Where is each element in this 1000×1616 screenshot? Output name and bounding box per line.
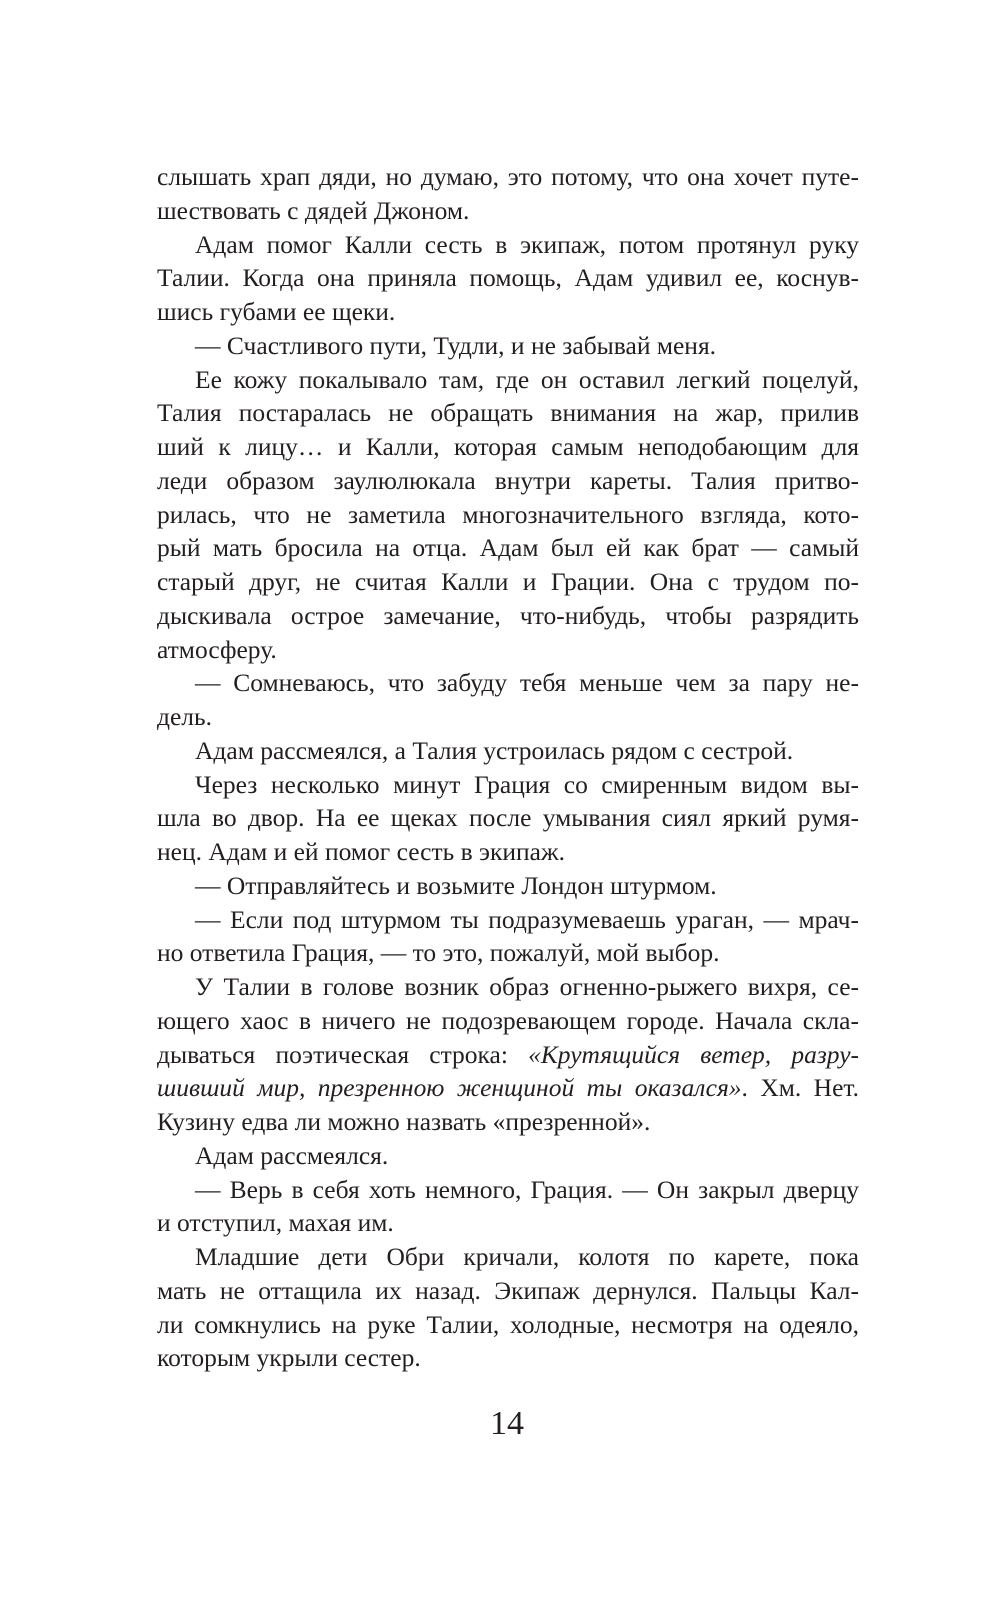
text-span: — Отправляйтесь и возьмите Лондон штурмом. <box>195 870 717 900</box>
text-span: дель. <box>157 702 213 731</box>
text-line <box>157 160 859 194</box>
body-text <box>157 160 859 1375</box>
text-span: — Верь в себя хоть немного, Грация. — Он закрыл дверцу <box>195 1174 859 1204</box>
text-line <box>157 295 859 329</box>
text-span: Талии. Когда она приняла помощь, Адам удивил ее, коснув- <box>157 263 859 293</box>
italic-quote: «Крутящийся ветер, разру- <box>528 1039 859 1069</box>
text-span: но ответила Грация, — то это, пожалуй, мой выбор. <box>157 938 720 968</box>
text-line <box>157 1105 859 1139</box>
text-span: рый мать бросила на отца. Адам был ей как брат — самый <box>157 533 859 563</box>
text-line <box>157 1038 859 1072</box>
text-span: дываться поэтическая строка: <box>157 1039 529 1069</box>
text-span: ющего хаос в ничего не подозревающем городе. Начала скла- <box>157 1005 859 1035</box>
text-span: . Хм. Нет. <box>741 1073 859 1103</box>
text-line <box>157 903 859 937</box>
text-span: шись губами ее щеки. <box>157 297 396 326</box>
text-span: рилась, что не заметила многозначительного взгляда, кото- <box>157 499 859 529</box>
text-line <box>157 396 859 430</box>
text-line <box>157 1071 859 1105</box>
text-line <box>157 498 859 532</box>
page-number: 14 <box>490 1405 524 1442</box>
text-span: — Если под штурмом ты подразумеваешь ураган, — мрач- <box>195 904 859 934</box>
text-span: которым укрыли сестер. <box>157 1343 421 1373</box>
text-line <box>157 1139 859 1173</box>
text-line <box>157 700 859 734</box>
text-line <box>157 329 859 363</box>
text-span: — Счастливого пути, Тудли, и не забывай меня. <box>195 330 717 360</box>
text-line <box>157 633 859 667</box>
text-line <box>157 363 859 397</box>
text-line <box>157 970 859 1004</box>
text-line <box>157 835 859 869</box>
text-span: ли сомкнулись на руке Талии, холодные, несмотря на одеяло, <box>157 1309 859 1339</box>
text-line <box>157 599 859 633</box>
text-span: шла во двор. На ее щеках после умывания сиял яркий румя- <box>157 803 859 833</box>
text-span: нец. Адам и ей помог сесть в экипаж. <box>157 837 565 866</box>
text-line <box>157 430 859 464</box>
text-span: атмосферу. <box>157 634 277 664</box>
italic-quote: шивший мир, презренною женщиной ты оказался» <box>157 1073 742 1103</box>
text-line <box>157 1308 859 1342</box>
text-span: — Сомневаюсь, что забуду тебя меньше чем за пару не- <box>195 668 859 698</box>
text-span: Адам рассмеялся. <box>195 1140 389 1170</box>
text-span: дыскивала острое замечание, что-нибудь, чтобы разрядить <box>157 600 859 630</box>
text-line <box>157 194 859 228</box>
text-span: Талия постаралась не обращать внимания на жар, прилив <box>157 398 859 428</box>
text-line <box>157 228 859 262</box>
text-span: Ее кожу покалывало там, где он оставил легкий поцелуй, <box>195 364 859 394</box>
text-span: слышать храп дяди, но думаю, это потому, что она хочет путе- <box>157 162 859 191</box>
text-span: и отступил, махая им. <box>157 1208 394 1238</box>
text-span: мать не оттащила их назад. Экипаж дернулся. Пальцы Кал- <box>157 1275 859 1305</box>
text-line <box>157 565 859 599</box>
text-line <box>157 768 859 802</box>
text-span: старый друг, не считая Калли и Грации. Она с трудом по- <box>157 567 859 596</box>
text-span: Адам помог Калли сесть в экипаж, потом протянул руку <box>195 229 859 259</box>
text-line <box>157 666 859 700</box>
text-line <box>157 1240 859 1274</box>
text-span: Адам рассмеялся, а Талия устроилась рядом с сестрой. <box>195 735 794 765</box>
text-line <box>157 1004 859 1038</box>
text-line <box>157 1173 859 1207</box>
text-span: Кузину едва ли можно назвать «презренной». <box>157 1107 651 1136</box>
text-span: леди образом заулюлюкала внутри кареты. Талия притво- <box>157 465 859 495</box>
text-line <box>157 801 859 835</box>
text-line <box>157 1341 859 1375</box>
text-span: У Талии в голове возник образ огненно-рыжего вихря, се- <box>195 972 859 1001</box>
text-line <box>157 531 859 565</box>
text-line <box>157 1274 859 1308</box>
text-span: ший к лицу… и Калли, которая самым неподобающим для <box>157 432 859 461</box>
text-line <box>157 261 859 295</box>
text-span: шествовать с дядей Джоном. <box>157 195 470 225</box>
text-line <box>157 464 859 498</box>
text-span: Через несколько минут Грация со смиренным видом вы- <box>195 769 859 799</box>
text-line <box>157 869 859 903</box>
text-line <box>157 936 859 970</box>
text-line <box>157 1206 859 1240</box>
text-line <box>157 734 859 768</box>
text-span: Младшие дети Обри кричали, колотя по карете, пока <box>195 1242 859 1271</box>
